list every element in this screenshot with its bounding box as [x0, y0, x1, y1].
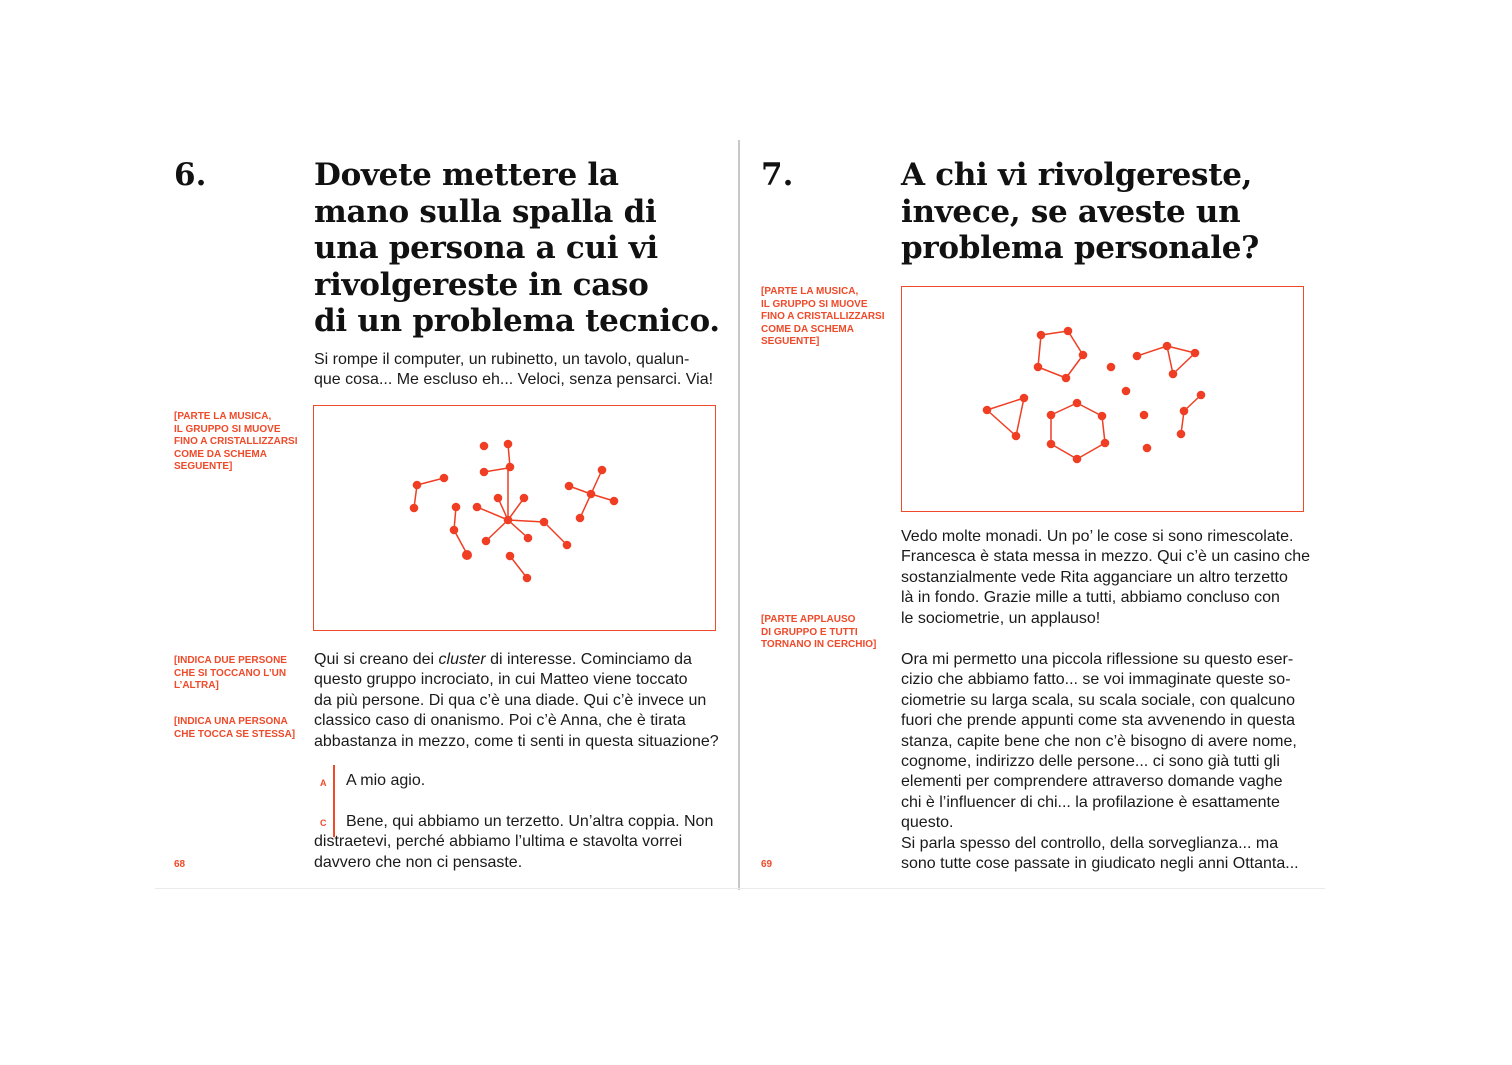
page-bottom-rule — [155, 888, 1325, 889]
note-line: IL GRUPPO SI MUOVE — [174, 423, 281, 435]
speaker-label-c: C — [320, 818, 327, 828]
text-line: chi è l’influencer di chi... la profilazione è esattamente — [901, 793, 1280, 811]
text-line: sono tutte cose passate in giudicato negli anni Ottanta... — [901, 855, 1299, 873]
connection-line — [544, 522, 567, 545]
note-line: FINO A CRISTALLIZZARSI — [761, 311, 885, 323]
person-node — [1073, 455, 1082, 464]
person-node — [563, 541, 572, 550]
note-line: TORNANO IN CERCHIO] — [761, 639, 877, 651]
text-line: questo. — [901, 814, 954, 832]
text-line: Francesca è stata messa in mezzo. Qui c’è un casino che — [901, 548, 1311, 566]
person-node — [1140, 411, 1149, 420]
page-number-left: 68 — [174, 859, 186, 870]
connection-line — [1016, 398, 1024, 436]
title-line: mano sulla spalla di — [314, 193, 657, 230]
person-node — [1047, 440, 1056, 449]
person-node — [413, 481, 422, 490]
person-node — [598, 466, 607, 475]
person-node — [565, 482, 574, 491]
note-line: DI GRUPPO E TUTTI — [761, 626, 858, 638]
person-node — [506, 552, 515, 561]
person-node — [1098, 412, 1107, 421]
title-line: Dovete mettere la — [314, 157, 619, 193]
text-line: classico caso di onanismo. Poi c’è Anna, che è tirata — [314, 712, 686, 730]
text-line: le sociometrie, un applauso! — [901, 609, 1101, 627]
text-line: questo gruppo incrociato, in cui Matteo viene toccato — [314, 671, 688, 689]
monads-paragraph — [901, 527, 1310, 629]
connection-line — [486, 520, 508, 541]
cluster-paragraph — [314, 650, 719, 752]
text-fragment: Qui si creano dei — [314, 651, 439, 668]
person-node — [462, 550, 472, 560]
stage-direction-music — [761, 286, 885, 349]
sociometry-diagram — [312, 404, 715, 630]
note-line: COME DA SCHEMA — [761, 323, 854, 335]
text-line: Vedo molte monadi. Un po’ le cose si sono rimescolate. — [901, 528, 1294, 545]
connection-line — [987, 410, 1016, 436]
person-node — [473, 503, 482, 512]
note-line: CHE SI TOCCANO L’UN — [174, 667, 287, 679]
text-line: distraetevi, perché abbiamo l’ultima e stavolta vorrei — [314, 833, 683, 851]
person-node — [587, 490, 596, 499]
title-line: rivolgereste in caso — [314, 266, 649, 303]
person-node — [1062, 374, 1071, 383]
connection-line — [987, 398, 1024, 410]
person-node — [1197, 391, 1206, 400]
text-line: que cosa... Me escluso eh... Veloci, senza pensarci. Via! — [314, 371, 714, 389]
note-line: IL GRUPPO SI MUOVE — [761, 298, 868, 310]
note-line: [PARTE LA MUSICA, — [761, 286, 859, 297]
title-line: invece, se aveste un — [901, 193, 1241, 230]
question-number-7: 7. — [761, 157, 794, 193]
stage-direction-applause — [761, 614, 876, 652]
speaker-label-a: A — [320, 778, 327, 788]
note-line: [PARTE APPLAUSO — [761, 614, 856, 625]
title-line: problema personale? — [901, 230, 1259, 266]
text-line: Si parla spesso del controllo, della sorveglianza... ma — [901, 834, 1279, 852]
connection-line — [1038, 335, 1041, 367]
note-line: [PARTE LA MUSICA, — [174, 411, 272, 422]
reflection-paragraph — [901, 650, 1299, 874]
person-node — [1122, 387, 1131, 396]
title-line: di un problema tecnico. — [314, 303, 720, 339]
note-line: SEGUENTE] — [174, 461, 233, 473]
text-fragment: di interesse. Cominciamo da — [485, 651, 692, 668]
person-node — [610, 497, 619, 506]
person-node — [410, 504, 419, 513]
gutter-rule — [738, 140, 740, 890]
title-line: A chi vi rivolgereste, — [901, 157, 1253, 193]
sociometry-diagram-frame — [313, 405, 716, 631]
note-line: [INDICA UNA PERSONA — [174, 716, 288, 727]
person-node — [440, 474, 449, 483]
person-node — [450, 526, 459, 535]
text-line — [314, 650, 719, 670]
note-line: CHE TOCCA SE STESSA] — [174, 728, 296, 740]
person-node — [524, 534, 533, 543]
person-node — [452, 503, 461, 512]
note-line: L’ALTRA] — [174, 680, 219, 692]
text-line: davvero che non ci pensaste. — [314, 853, 523, 871]
text-line: elementi per comprendere attraverso domande vaghe — [901, 773, 1283, 791]
note-line: FINO A CRISTALLIZZARSI — [174, 436, 298, 448]
intro-text — [314, 350, 713, 391]
reply-c — [314, 812, 713, 873]
note-line: [INDICA DUE PERSONE — [174, 655, 287, 666]
person-node — [504, 516, 513, 525]
person-node — [1163, 342, 1172, 351]
person-node — [523, 574, 532, 583]
page-number-right: 69 — [761, 859, 773, 870]
person-node — [480, 468, 489, 477]
text-line: là in fondo. Grazie mille a tutti, abbiamo concluso con — [901, 589, 1280, 607]
text-line: Bene, qui abbiamo un terzetto. Un’altra coppia. Non — [346, 813, 714, 830]
person-node — [1012, 432, 1021, 441]
sociometry-diagram — [900, 285, 1303, 511]
person-node — [1191, 349, 1200, 358]
connection-line — [1173, 353, 1195, 374]
connection-line — [508, 520, 544, 522]
person-node — [520, 494, 529, 503]
text-line: Si rompe il computer, un rubinetto, un tavolo, qualun- — [314, 351, 690, 368]
italic-term: cluster — [438, 651, 486, 668]
person-node — [1020, 394, 1029, 403]
person-node — [494, 494, 503, 503]
note-line: SEGUENTE] — [761, 336, 820, 348]
text-line: cognome, indirizzo delle persone... ci sono già tutti gli — [901, 753, 1280, 771]
person-node — [506, 463, 515, 472]
connection-line — [1137, 346, 1167, 356]
person-node — [482, 537, 491, 546]
person-node — [1047, 411, 1056, 420]
question-7-title — [901, 157, 1259, 267]
person-node — [540, 518, 549, 527]
text-line: A mio agio. — [346, 772, 426, 789]
person-node — [1037, 331, 1046, 340]
person-node — [1133, 352, 1142, 361]
connection-line — [1051, 444, 1077, 459]
text-line: cizio che abbiamo fatto... se voi immaginate queste so- — [901, 671, 1291, 689]
person-node — [1079, 351, 1088, 360]
person-node — [1107, 363, 1116, 372]
connection-line — [1038, 367, 1066, 378]
person-node — [1180, 407, 1189, 416]
connection-line — [1167, 346, 1195, 353]
question-6-title — [314, 157, 720, 340]
person-node — [1177, 430, 1186, 439]
reply-a — [346, 771, 425, 791]
person-node — [576, 514, 585, 523]
title-line: una persona a cui vi — [314, 230, 658, 266]
person-node — [480, 442, 489, 451]
text-line: ciometrie su larga scala, su scala sociale, con qualcuno — [901, 691, 1295, 709]
connection-line — [1077, 443, 1105, 459]
person-node — [983, 406, 992, 415]
person-node — [1034, 363, 1043, 372]
note-line: COME DA SCHEMA — [174, 448, 267, 460]
text-line: fuori che prende appunti come sta avvenendo in questa — [901, 712, 1296, 730]
text-line: sostanzialmente vede Rita agganciare un altro terzetto — [901, 568, 1288, 586]
stage-direction-two-people — [174, 655, 287, 693]
question-number-6: 6. — [174, 157, 207, 193]
stage-direction-music — [174, 411, 298, 474]
text-line: abbastanza in mezzo, come ti senti in questa situazione? — [314, 732, 719, 750]
person-node — [504, 440, 513, 449]
stage-direction-self-touch — [174, 716, 295, 741]
person-node — [1169, 370, 1178, 379]
person-node — [1143, 444, 1152, 453]
text-line: stanza, capite bene che non c’è bisogno di avere nome, — [901, 732, 1297, 750]
sociometry-diagram-frame — [901, 286, 1304, 512]
text-line: Ora mi permetto una piccola riflessione su questo eser- — [901, 651, 1294, 668]
person-node — [1073, 399, 1082, 408]
person-node — [1064, 327, 1073, 336]
text-line: da più persone. Di qua c’è una diade. Qui c’è invece un — [314, 691, 707, 709]
person-node — [1101, 439, 1110, 448]
